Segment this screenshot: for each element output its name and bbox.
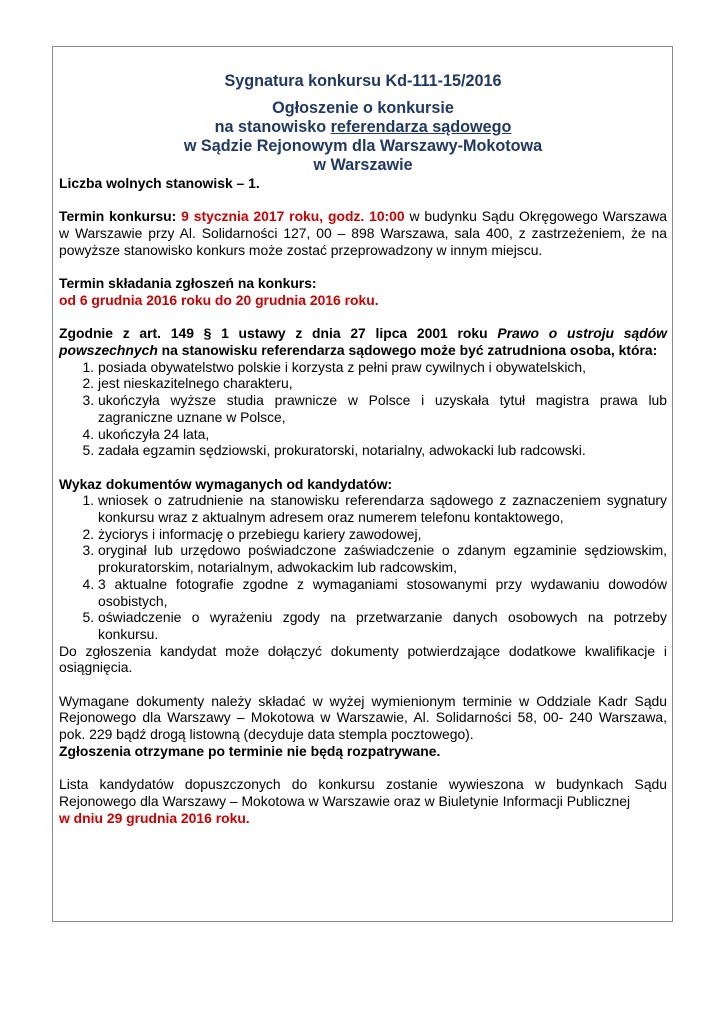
competition-signature: Sygnatura konkursu Kd-111-15/2016 <box>224 72 502 90</box>
list-item: 2. życiorys i informację o przebiegu kariery zawodowej, <box>98 526 667 543</box>
announcement <box>59 72 667 826</box>
candidate-list-date: w dniu 29 grudnia 2016 roku. <box>59 809 250 826</box>
submission-period: od 6 grudnia 2016 roku do 20 grudnia 2016 roku. <box>59 291 379 308</box>
list-item: 4. 3 aktualne fotografie zgodne z wymaganiami stosowanymi przy wydawaniu dowodów osobistych, <box>98 576 667 609</box>
title-line-4: w Warszawie <box>313 156 413 174</box>
requirements-intro-b: na stanowisku referendarza sądowego może być zatrudniona osoba, która: <box>157 341 658 358</box>
candidate-list-text: Lista kandydatów dopuszczonych do konkursu zostanie wywieszona w budynkach Sądu Rejonowego dla Warszawy – Mokotowa w Warszawie oraz w Biuletynie Informacji Publicznej <box>59 776 667 809</box>
list-item: 5. oświadczenie o wyrażeniu zgody na przetwarzanie danych osobowych na potrzeby konkursu. <box>98 609 667 642</box>
documents-list <box>59 492 667 642</box>
list-item: 1. wniosek o zatrudnienie na stanowisku referendarza sądowego z zaznaczeniem sygnatury konkursu wraz z aktualnym adresem oraz numerem telefonu kontaktowego, <box>98 492 667 525</box>
requirements-list <box>59 359 667 459</box>
title-line-2 <box>59 118 667 137</box>
requirements-intro-a: Zgodnie z art. 149 § 1 ustawy z dnia 27 lipca 2001 roku <box>59 325 498 342</box>
competition-date-value: 9 stycznia 2017 roku, godz. 10:00 <box>181 208 405 225</box>
delivery-text: Wymagane dokumenty należy składać w wyżej wymienionym terminie w Oddziale Kadr Sądu Rejonowego dla Warszawy – Mokotowa w Warszawie, Al. Solidarności 58, 00- 240 Warszawa, pok. 229 bądź drogą listowną (decyduje data stempla pocztowego). <box>59 692 667 743</box>
late-submission-warning: Zgłoszenia otrzymane po terminie nie będą rozpatrywane. <box>59 742 441 759</box>
documents-heading: Wykaz dokumentów wymaganych od kandydatów: <box>59 475 393 492</box>
competition-date-text: w budynku Sądu Okręgowego Warszawa w Warszawie przy Al. Solidarności 127, 00 – 898 Warszawa, sala 400, z zastrzeżeniem, że na powyższe stanowisko konkurs może zostać przeprowadzony w innym miejscu. <box>59 208 667 258</box>
vacancies-count: Liczba wolnych stanowisk – 1. <box>59 175 260 191</box>
list-item: 2. jest nieskazitelnego charakteru, <box>98 375 667 392</box>
title-line-3: w Sądzie Rejonowym dla Warszawy-Mokotowa <box>183 137 543 155</box>
list-item: 5. zadała egzamin sędziowski, prokuratorski, notarialny, adwokacki lub radcowski. <box>98 442 667 459</box>
competition-date-label: Termin konkursu: <box>59 208 177 225</box>
list-item: 3. oryginał lub urzędowo poświadczone zaświadczenie o zdanym egzaminie sędziowskim, prokuratorskim, notarialnym, adwokackim lub radcowskim, <box>98 542 667 575</box>
list-item: 3. ukończyła wyższe studia prawnicze w Polsce i uzyskała tytuł magistra prawa lub zagraniczne uznane w Polsce, <box>98 392 667 425</box>
submission-label: Termin składania zgłoszeń na konkurs: <box>59 275 317 292</box>
title-line-2-prefix: na stanowisko <box>214 118 331 136</box>
competition-date-paragraph <box>59 208 667 258</box>
list-item: 4. ukończyła 24 lata, <box>98 426 667 443</box>
title-line-1: Ogłoszenie o konkursie <box>272 99 454 117</box>
requirements-intro <box>59 325 667 358</box>
law-title: Prawo o ustroju sądów powszechnych <box>59 325 667 358</box>
documents-note: Do zgłoszenia kandydat może dołączyć dokumenty potwierdzające dodatkowe kwalifikacje i osiągnięcia. <box>59 642 667 676</box>
position-name: referendarza sądowego <box>330 118 512 136</box>
list-item: 1. posiada obywatelstwo polskie i korzysta z pełni praw cywilnych i obywatelskich, <box>98 359 667 376</box>
